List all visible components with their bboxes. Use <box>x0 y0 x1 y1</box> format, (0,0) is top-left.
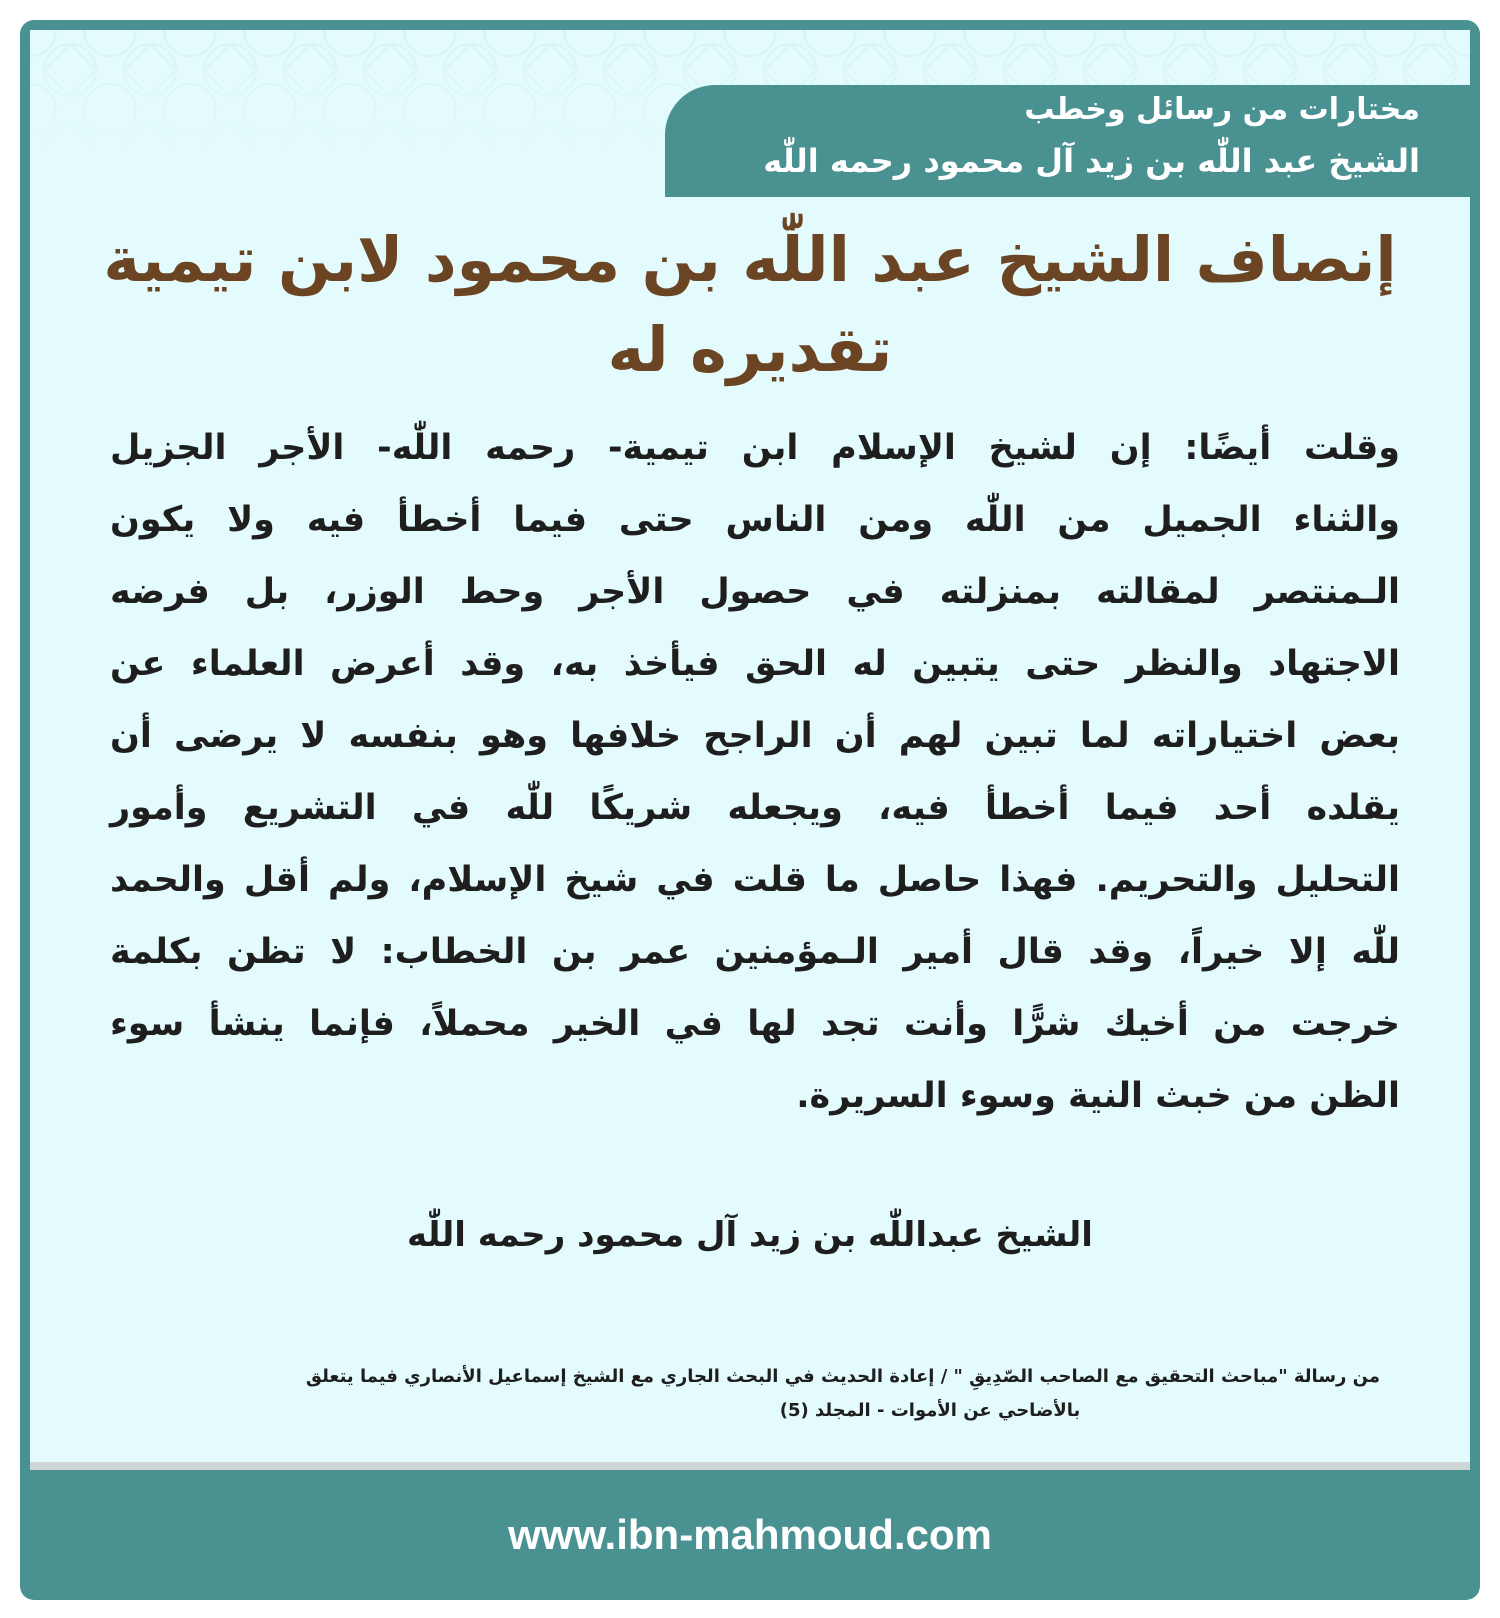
footer-divider <box>30 1462 1470 1470</box>
body-line: وقلت أيضًا: إن لشيخ الإسلام ابن تيمية- رحمه اللّٰه- الأجر الجزيل <box>110 428 1400 468</box>
source-line-1: من رسالة "مباحث التحقيق مع الصاحب الصّدِيقِ " / إعادة الحديث في البحث الجاري مع الشيخ إسماعيل الأنصاري فيما يتعلق <box>305 1366 1380 1387</box>
body-line: الاجتهاد والنظر حتى يتبين له الحق فيأخذ به، وقد أعرض العلماء عن <box>110 644 1400 684</box>
body-line: خرجت من أخيك شرًّا وأنت تجد لها في الخير محملاً، فإنما ينشأ سوء <box>110 1004 1400 1044</box>
source-line-2: بالأضاحي عن الأموات - المجلد (5) <box>779 1400 1081 1421</box>
article-body <box>110 412 1400 1132</box>
body-line: الظن من خبث النية وسوء السريرة. <box>796 1076 1400 1116</box>
body-line: والثناء الجميل من اللّٰه ومن الناس حتى فيما أخطأ فيه ولا يكون <box>110 500 1400 540</box>
series-author: الشيخ عبد اللّٰه بن زيد آل محمود رحمه اللّٰه <box>763 142 1420 180</box>
body-line: للّٰه إلا خيراً، وقد قال أمير الـمؤمنين عمر بن الخطاب: لا تظن بكلمة <box>110 932 1400 972</box>
author-signature: الشيخ عبداللّٰه بن زيد آل محمود رحمه اللّٰه <box>407 1215 1093 1255</box>
article-title-line-1: إنصاف الشيخ عبد اللّٰه بن محمود لابن تيمية <box>103 223 1397 296</box>
body-line: يقلده أحد فيما أخطأ فيه، ويجعله شريكًا للّٰه في التشريع وأمور <box>110 788 1400 828</box>
body-line: التحليل والتحريم. فهذا حاصل ما قلت في شيخ الإسلام، ولم أقل والحمد <box>110 860 1400 900</box>
series-title: مختارات من رسائل وخطب <box>1024 92 1420 127</box>
source-citation <box>120 1360 1380 1428</box>
website-link[interactable]: www.ibn-mahmoud.com <box>508 1511 992 1558</box>
body-line: الـمنتصر لمقالته بمنزلته في حصول الأجر وحط الوزر، بل فرضه <box>110 572 1400 612</box>
body-line: بعض اختياراته لما تبين لهم أن الراجح خلافها وهو بنفسه لا يرضى أن <box>110 716 1400 756</box>
article-title-line-2: تقديره له <box>607 313 893 386</box>
